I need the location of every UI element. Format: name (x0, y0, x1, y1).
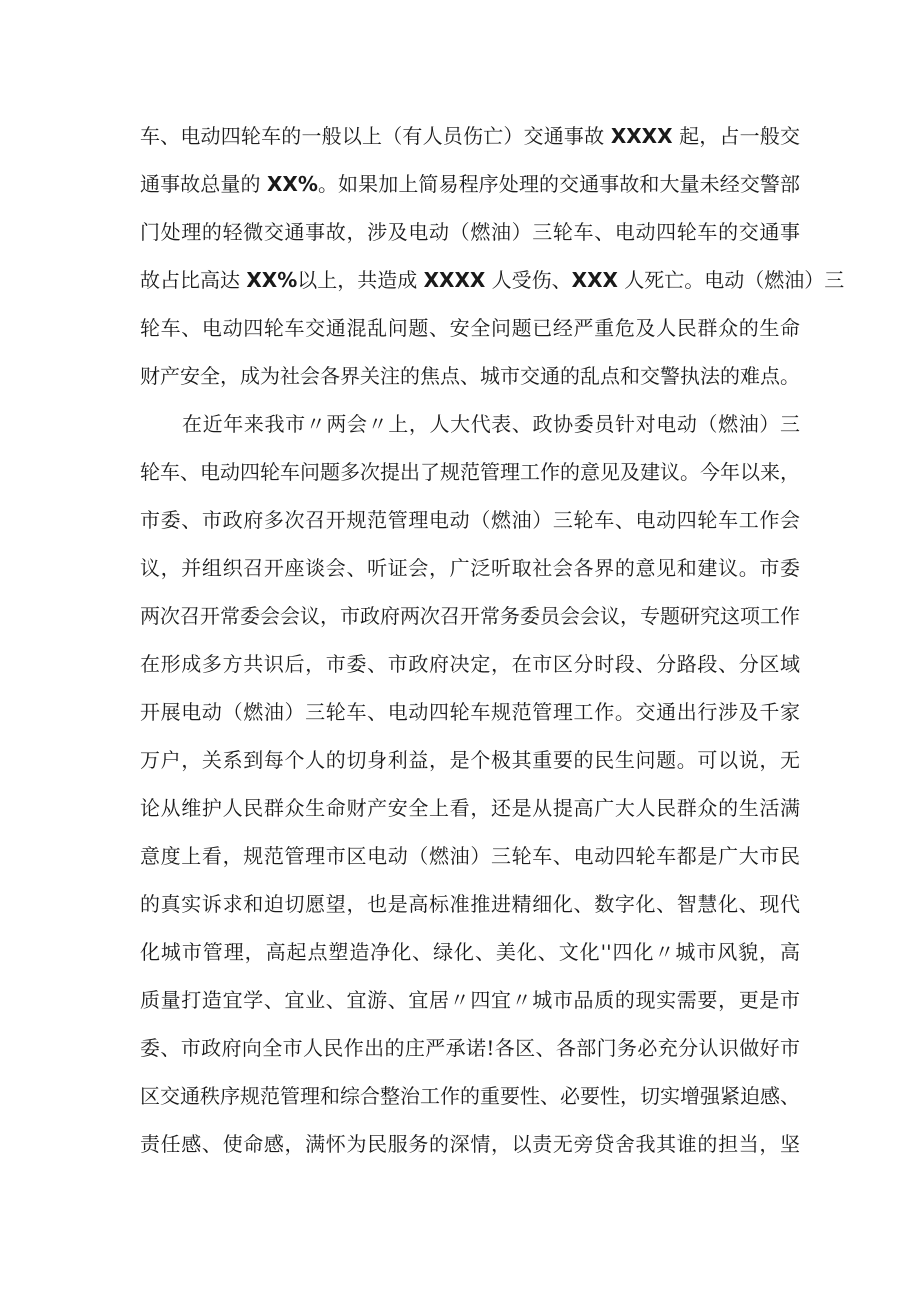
text-line: 轮车、电动四轮车交通混乱问题、安全问题已经严重危及人民群众的生命 (140, 316, 800, 340)
text-line: 的真实诉求和迫切愿望，也是高标准推进精细化、数字化、智慧化、现代 (140, 892, 800, 916)
text-line: 车、电动四轮车的一般以上（有人员伤亡）交通事故 XXXX 起，占一般交 (140, 124, 801, 148)
text-line: 质量打造宜学、宜业、宜游、宜居〃四宜〃城市品质的现实需要，更是市 (140, 988, 800, 1012)
text-line: 意度上看，规范管理市区电动（燃油）三轮车、电动四轮车都是广大市民 (140, 844, 800, 868)
text-line: 区交通秩序规范管理和综合整治工作的重要性、必要性，切实增强紧迫感、 (140, 1084, 800, 1108)
text-line: 在形成多方共识后，市委、市政府决定，在市区分时段、分路段、分区域 (140, 652, 800, 676)
text-line: 议，并组织召开座谈会、听证会，广泛听取社会各界的意见和建议。市委 (140, 556, 800, 580)
text-line: 责任感、使命感，满怀为民服务的深情，以责无旁贷舍我其谁的担当，坚 (140, 1132, 800, 1156)
text-line: 市委、市政府多次召开规范管理电动（燃油）三轮车、电动四轮车工作会 (140, 508, 800, 532)
text-line: 万户，关系到每个人的切身利益，是个极其重要的民生问题。可以说，无 (140, 748, 800, 772)
text-line: 论从维护人民群众生命财产安全上看，还是从提高广大人民群众的生活满 (140, 796, 800, 820)
text-line: 开展电动（燃油）三轮车、电动四轮车规范管理工作。交通出行涉及千家 (140, 700, 800, 724)
text-line: 化城市管理，高起点塑造净化、绿化、美化、文化''四化〃城市风貌，高 (140, 940, 800, 964)
text-line: 在近年来我市〃两会〃上，人大代表、政协委员针对电动（燃油）三 (182, 412, 800, 436)
text-line: 轮车、电动四轮车问题多次提出了规范管理工作的意见及建议。今年以来， (140, 460, 800, 484)
text-line: 委、市政府向全市人民作出的庄严承诺!各区、各部门务必充分认识做好市 (140, 1036, 800, 1060)
text-line: 通事故总量的 XX%。如果加上简易程序处理的交通事故和大量未经交警部 (140, 172, 801, 196)
text-line: 故占比高达 XX%以上，共造成 XXXX 人受伤、XXX 人死亡。电动（燃油）三 (140, 268, 845, 292)
text-line: 两次召开常委会会议，市政府两次召开常务委员会会议，专题研究这项工作 (140, 604, 800, 628)
text-line: 财产安全，成为社会各界关注的焦点、城市交通的乱点和交警执法的难点。 (140, 364, 800, 388)
text-line: 门处理的轻微交通事故，涉及电动（燃油）三轮车、电动四轮车的交通事 (140, 220, 800, 244)
